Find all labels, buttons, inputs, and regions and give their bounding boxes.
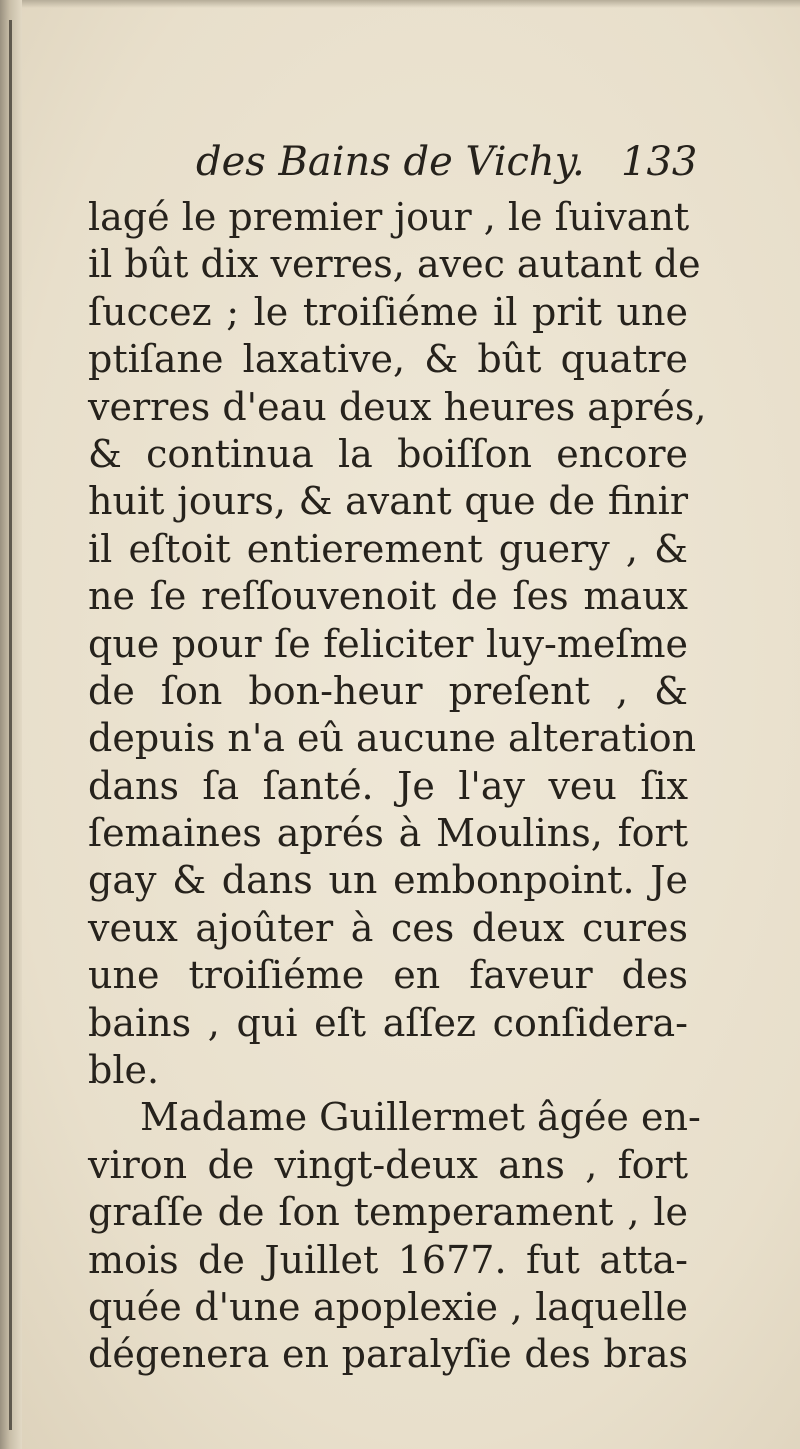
page-top-edge [0, 0, 800, 8]
text-line: verres d'eau deux heures aprés, [88, 384, 707, 429]
text-line: veux ajoûter à ces deux cures [88, 905, 688, 950]
text-line: il bût dix verres, avec autant de [88, 242, 701, 287]
text-line: de ſon bon-heur preſent , & [88, 668, 688, 713]
text-line: il eſtoit entierement guery , & [88, 526, 688, 571]
gutter-line [9, 20, 12, 1430]
text-line: lagé le premier jour , le ſuivant [88, 195, 690, 239]
text-line: graſſe de ſon temperament , le [88, 1190, 688, 1235]
text-line: ſuccez ; le troiſiéme il prit une [88, 289, 688, 334]
body-text [88, 194, 707, 1379]
text-line: ſemaines aprés à Moulins, fort [88, 811, 688, 856]
page-header [196, 136, 696, 192]
text-line: une troiſiéme en faveur des [88, 953, 688, 998]
text-line: dégenera en paralyſie des bras [88, 1332, 688, 1377]
running-title: des Bains de Vichy. [196, 139, 585, 185]
text-line: huit jours, & avant que de finir [88, 479, 688, 524]
text-line: que pour ſe feliciter luy-meſme [88, 621, 688, 666]
text-line: dans ſa ſanté. Je l'ay veu ſix [88, 763, 688, 808]
text-line: depuis n'a eû aucune alteration [88, 716, 697, 761]
text-line: bains , qui eſt aſſez conſidera- [88, 1000, 688, 1045]
page-number: 133 [621, 139, 698, 185]
text-line: ble. [88, 1048, 160, 1093]
text-line: viron de vingt-deux ans , fort [88, 1142, 688, 1187]
text-line: quée d'une apoplexie , laquelle [88, 1284, 688, 1329]
book-spine-shadow [0, 0, 22, 1449]
paragraph-first-line: Madame Guillermet âgée en- [140, 1095, 701, 1140]
text-line: ptiſane laxative, & bût quatre [88, 337, 688, 382]
text-line: gay & dans un embonpoint. Je [88, 858, 688, 903]
text-line: mois de Juillet 1677. fut atta- [88, 1237, 688, 1282]
text-line: & continua la boiſſon encore [88, 431, 688, 476]
text-line: ne ſe reſſouvenoit de ſes maux [88, 574, 688, 619]
